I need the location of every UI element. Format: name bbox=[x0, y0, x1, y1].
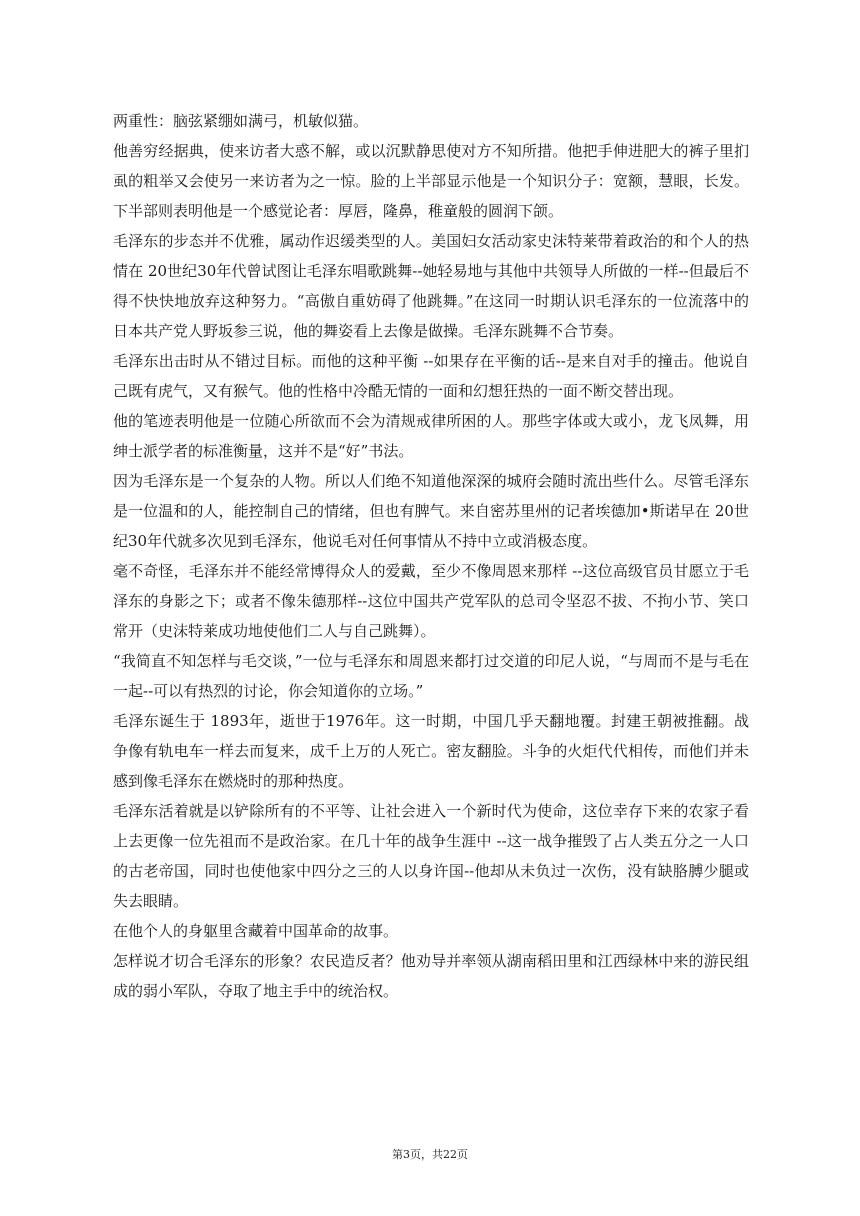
paragraph: 两重性：脑弦紧绷如满弓，机敏似猫。 bbox=[113, 112, 369, 130]
paragraph: 毛泽东诞生于 1893年，逝世于1976年。这一时期，中国几乎天翻地覆。封建王朝被推翻。战争像有轨电车一样去而复来，成千上万的人死亡。密友翻脸。斗争的火炬代代相传，而他们并未感到像毛泽东在燃烧时的那种热度。 bbox=[113, 712, 749, 790]
paragraph: 毛泽东活着就是以铲除所有的不平等、让社会进入一个新时代为使命，这位幸存下来的农家子看上去更像一位先祖而不是政治家。在几十年的战争生涯中 --这一战争摧毁了占人类五分之一人口的古老帝国，同时也使他家中四分之三的人以身许国--他却从未负过一次伤，没有缺胳膊少腿或失去眼睛。 bbox=[113, 802, 749, 910]
paragraph: 怎样说才切合毛泽东的形象？农民造反者？他劝导并率领从湖南稻田里和江西绿林中来的游民组成的弱小军队，夺取了地主手中的统治权。 bbox=[113, 952, 749, 1000]
document-body bbox=[113, 106, 749, 1006]
paragraph: 毫不奇怪，毛泽东并不能经常博得众人的爱戴，至少不像周恩来那样 --这位高级官员甘愿立于毛泽东的身影之下；或者不像朱德那样--这位中国共产党军队的总司令坚忍不拔、不拘小节、笑口常开（史沫特莱成功地使他们二人与自己跳舞）。 bbox=[113, 562, 749, 640]
paragraph: 因为毛泽东是一个复杂的人物。所以人们绝不知道他深深的城府会随时流出些什么。尽管毛泽东是一位温和的人，能控制自己的情绪，但也有脾气。来自密苏里州的记者埃德加•斯诺早在 20世纪30年代就多次见到毛泽东，他说毛对任何事情从不持中立或消极态度。 bbox=[113, 472, 749, 550]
paragraph: 他的笔迹表明他是一位随心所欲而不会为清规戒律所困的人。那些字体或大或小，龙飞凤舞，用绅士派学者的标准衡量，这并不是“好”书法。 bbox=[113, 412, 749, 460]
paragraph: 在他个人的身躯里含藏着中国革命的故事。 bbox=[113, 922, 399, 940]
page-number-footer: 第3页，共22页 bbox=[392, 1148, 468, 1161]
paragraph: 毛泽东的步态并不优雅，属动作迟缓类型的人。美国妇女活动家史沫特莱带着政治的和个人的热情在 20世纪30年代曾试图让毛泽东唱歌跳舞--她轻易地与其他中共领导人所做的一样--但最后不得不快快地放弃这种努力。“高傲自重妨碍了他跳舞。”在这同一时期认识毛泽东的一位流落中的日本共产党人野坂参三说，他的舞姿看上去像是做操。毛泽东跳舞不合节奏。 bbox=[113, 232, 749, 340]
paragraph: 毛泽东出击时从不错过目标。而他的这种平衡 --如果存在平衡的话--是来自对手的撞击。他说自己既有虎气，又有猴气。他的性格中冷酷无情的一面和幻想狂热的一面不断交替出现。 bbox=[113, 352, 749, 400]
paragraph: “我简直不知怎样与毛交谈，”一位与毛泽东和周恩来都打过交道的印尼人说，“与周而不是与毛在一起--可以有热烈的讨论，你会知道你的立场。” bbox=[113, 652, 749, 700]
paragraph: 他善穷经据典，使来访者大惑不解，或以沉默静思使对方不知所措。他把手伸进肥大的裤子里扪虱的粗举又会使另一来访者为之一惊。脸的上半部显示他是一个知识分子：宽额，慧眼，长发。下半部则表明他是一个感觉论者：厚唇，隆鼻，稚童般的圆润下颌。 bbox=[113, 142, 749, 220]
